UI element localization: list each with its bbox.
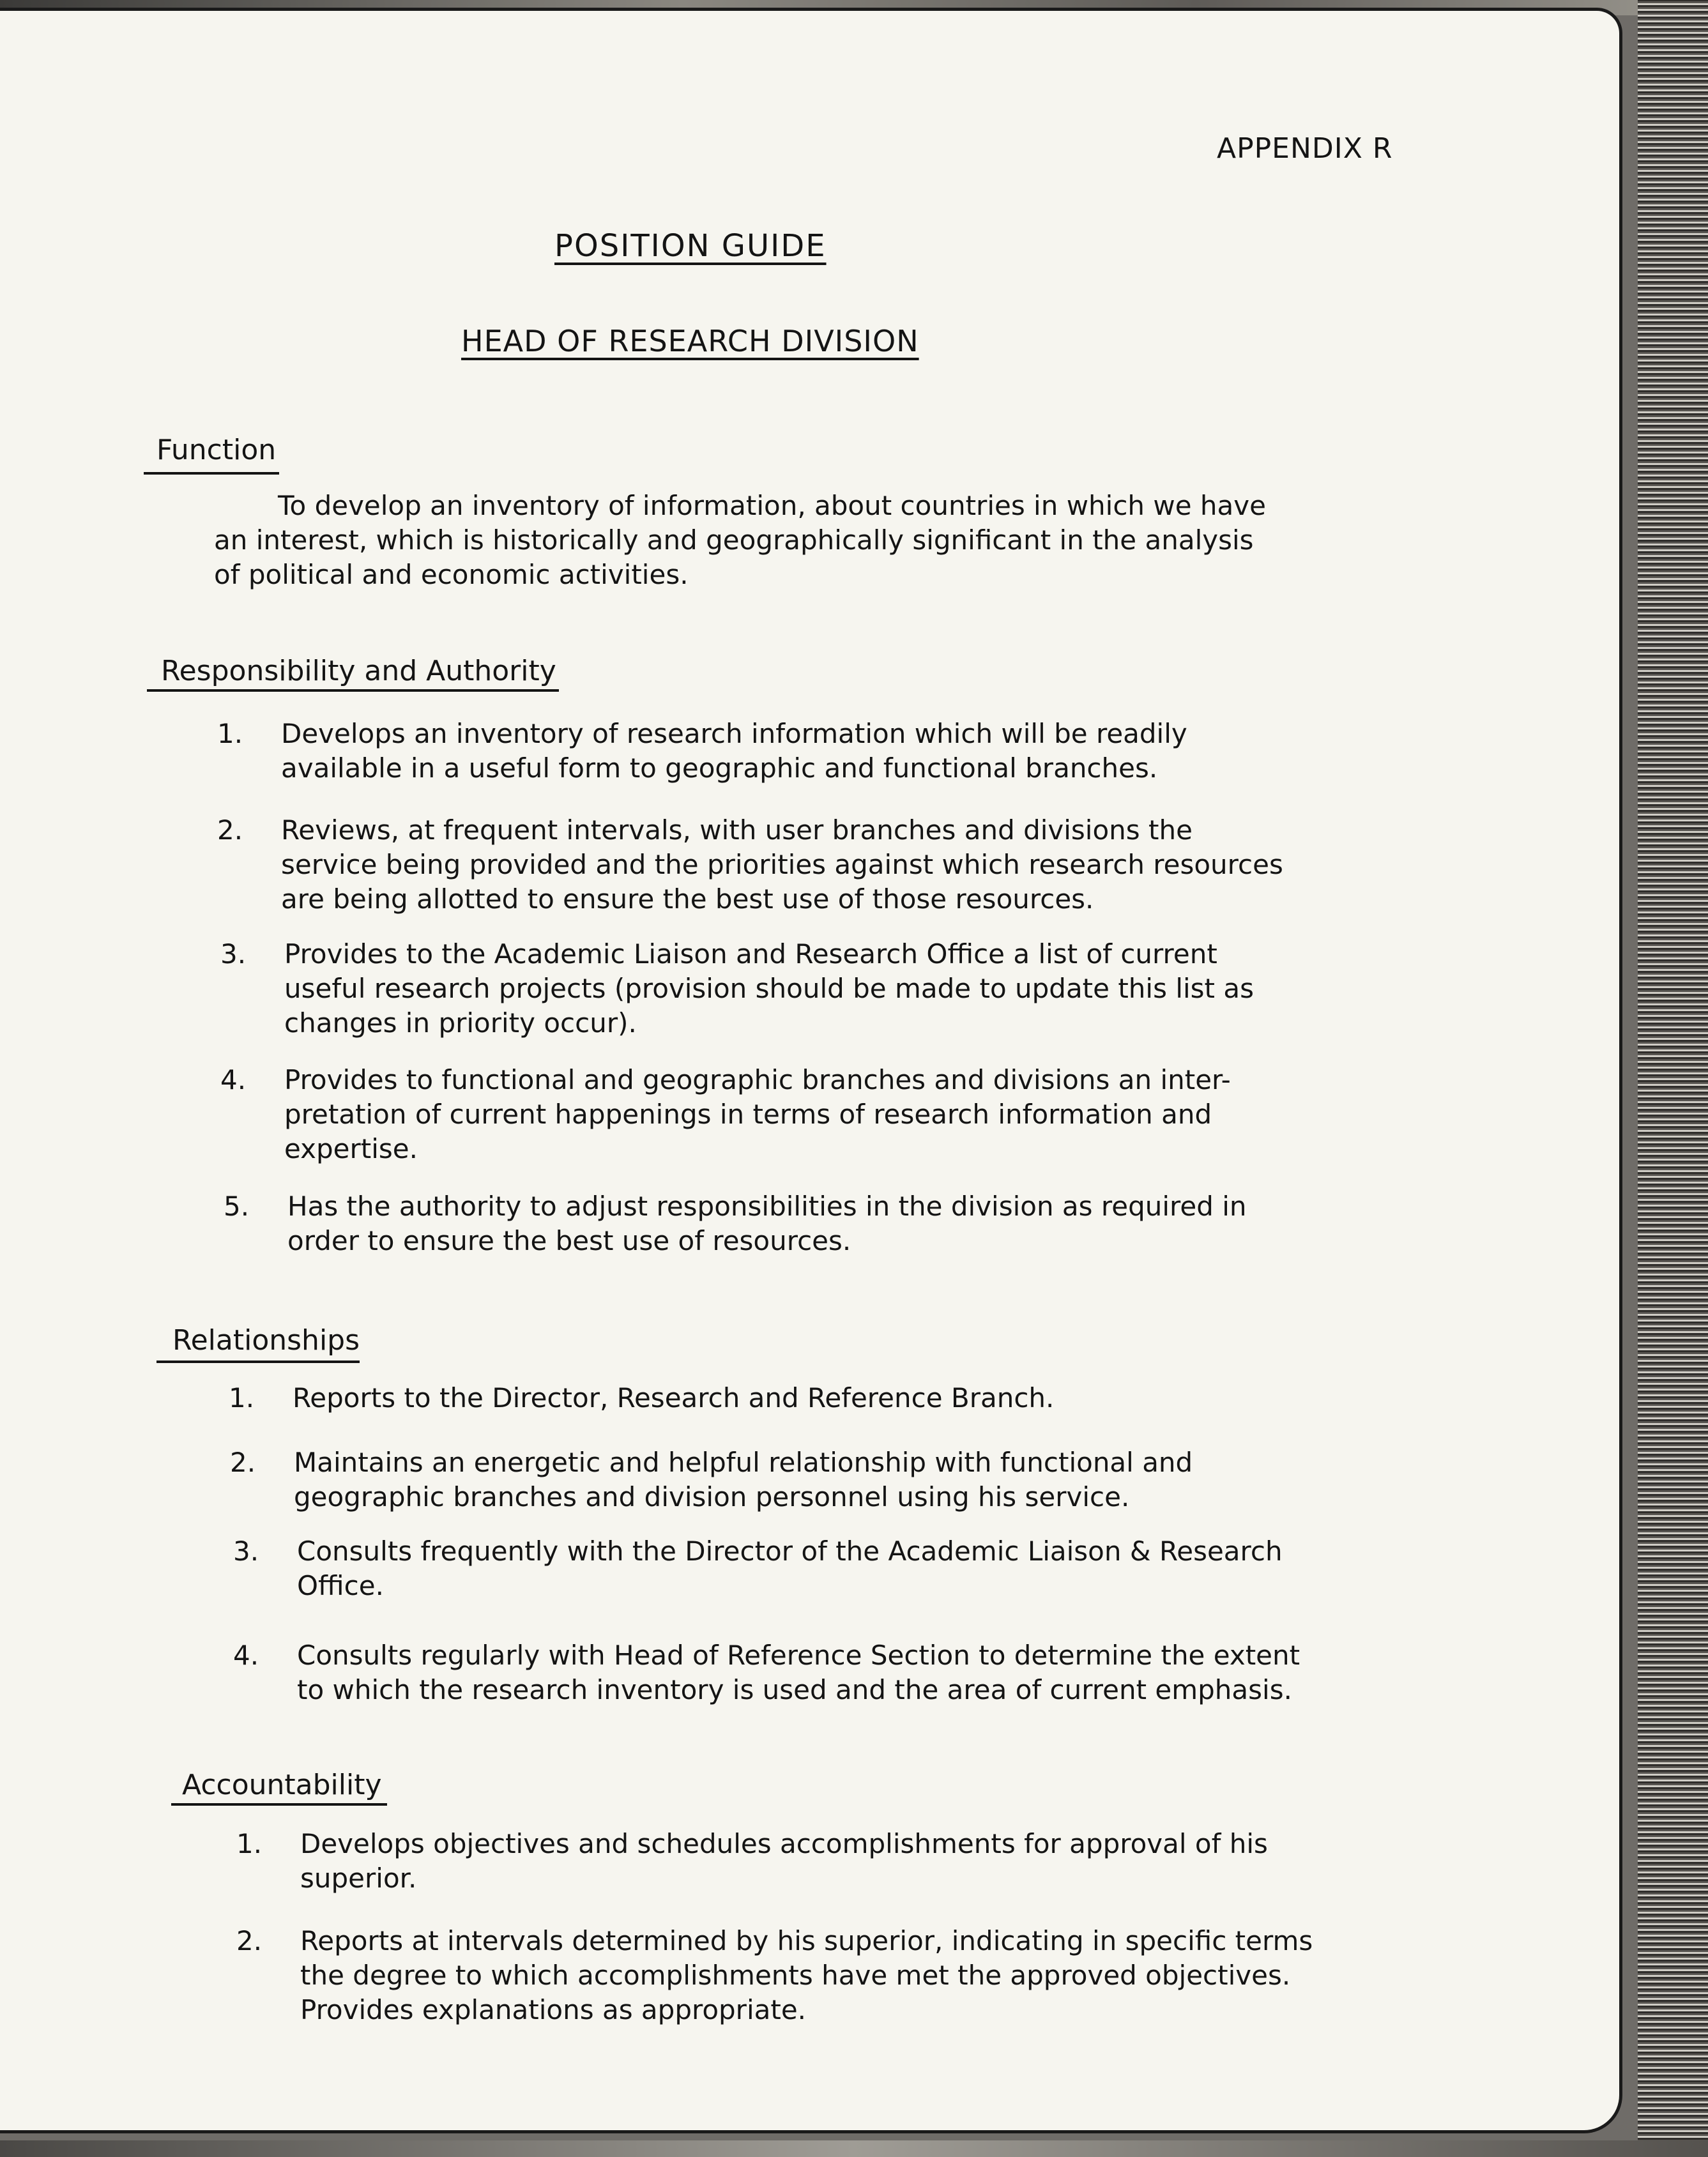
function-paragraph bbox=[214, 489, 1364, 592]
section-heading-function: Function bbox=[156, 434, 277, 466]
list-item-line: expertise. bbox=[284, 1133, 418, 1164]
list-item-line: Office. bbox=[297, 1570, 384, 1601]
list-item-text bbox=[284, 937, 1370, 1040]
list-item-text bbox=[293, 1381, 1378, 1415]
list-item-text bbox=[300, 1924, 1386, 2027]
list-item-text bbox=[281, 813, 1367, 917]
list-item-text bbox=[297, 1638, 1383, 1707]
list-item-line: are being allotted to ensure the best use of those resources. bbox=[281, 883, 1094, 915]
section-rule bbox=[144, 472, 279, 475]
list-item-line: pretation of current happenings in terms of research information and bbox=[284, 1099, 1212, 1130]
list-item-line: Develops an inventory of research information which will be readily bbox=[281, 718, 1187, 749]
list-item-number: 4. bbox=[233, 1640, 259, 1671]
list-item-line: Reports to the Director, Research and Reference Branch. bbox=[293, 1382, 1055, 1414]
list-item-number: 5. bbox=[224, 1191, 250, 1222]
list-item-line: Reviews, at frequent intervals, with user branches and divisions the bbox=[281, 814, 1193, 846]
list-item-line: Develops objectives and schedules accomplishments for approval of his bbox=[300, 1828, 1268, 1859]
section-heading-responsibility: Responsibility and Authority bbox=[161, 655, 556, 687]
scan-right-edge-texture bbox=[1638, 0, 1708, 2157]
list-item-line: the degree to which accomplishments have met the approved objectives. bbox=[300, 1960, 1291, 1991]
list-item-number: 2. bbox=[217, 814, 243, 846]
list-item-line: Provides to the Academic Liaison and Research Office a list of current bbox=[284, 938, 1217, 970]
list-item-line: Provides explanations as appropriate. bbox=[300, 1994, 807, 2025]
list-item-number: 1. bbox=[217, 718, 243, 749]
section-heading-accountability: Accountability bbox=[182, 1769, 382, 1801]
list-item-line: available in a useful form to geographic and functional branches. bbox=[281, 752, 1158, 784]
list-item-text bbox=[300, 1827, 1386, 1896]
section-rule bbox=[147, 689, 559, 692]
list-item-line: Consults regularly with Head of Reference Section to determine the extent bbox=[297, 1640, 1300, 1671]
list-item-number: 1. bbox=[236, 1828, 263, 1859]
list-item-line: to which the research inventory is used and the area of current emphasis. bbox=[297, 1674, 1292, 1705]
paragraph-line: To develop an inventory of information, about countries in which we have bbox=[278, 490, 1266, 521]
list-item-text bbox=[294, 1445, 1380, 1514]
list-item-line: geographic branches and division personnel using his service. bbox=[294, 1481, 1130, 1513]
list-item-number: 4. bbox=[220, 1064, 247, 1095]
scan-bottom-edge bbox=[0, 2140, 1708, 2157]
list-item-number: 3. bbox=[220, 938, 247, 970]
section-heading-relationships: Relationships bbox=[172, 1324, 360, 1357]
section-rule bbox=[171, 1803, 387, 1806]
section-rule bbox=[156, 1361, 360, 1363]
list-item-line: Consults frequently with the Director of the Academic Liaison & Research bbox=[297, 1536, 1283, 1567]
list-item-line: Maintains an energetic and helpful relationship with functional and bbox=[294, 1447, 1193, 1478]
paragraph-line: of political and economic activities. bbox=[214, 559, 689, 590]
list-item-line: superior. bbox=[300, 1863, 417, 1894]
document-title: POSITION GUIDE bbox=[554, 228, 827, 264]
paragraph-line: an interest, which is historically and geographically significant in the analysis bbox=[214, 524, 1254, 556]
document-subtitle: HEAD OF RESEARCH DIVISION bbox=[461, 324, 919, 358]
list-item-text bbox=[281, 717, 1367, 786]
list-item-line: Has the authority to adjust responsibilities in the division as required in bbox=[287, 1191, 1247, 1222]
list-item-number: 2. bbox=[230, 1447, 256, 1478]
list-item-text bbox=[287, 1189, 1373, 1258]
list-item-line: useful research projects (provision should be made to update this list as bbox=[284, 973, 1254, 1004]
list-item-number: 2. bbox=[236, 1925, 263, 1956]
appendix-label: APPENDIX R bbox=[1217, 132, 1393, 165]
list-item-number: 3. bbox=[233, 1536, 259, 1567]
list-item-line: order to ensure the best use of resources. bbox=[287, 1225, 851, 1256]
list-item-line: service being provided and the priorities against which research resources bbox=[281, 849, 1283, 880]
document-page bbox=[0, 8, 1622, 2133]
list-item-line: changes in priority occur). bbox=[284, 1007, 637, 1039]
list-item-line: Reports at intervals determined by his superior, indicating in specific terms bbox=[300, 1925, 1313, 1956]
list-item-line: Provides to functional and geographic branches and divisions an inter- bbox=[284, 1064, 1231, 1095]
list-item-text bbox=[297, 1534, 1383, 1603]
list-item-number: 1. bbox=[229, 1382, 255, 1414]
list-item-text bbox=[284, 1063, 1370, 1166]
